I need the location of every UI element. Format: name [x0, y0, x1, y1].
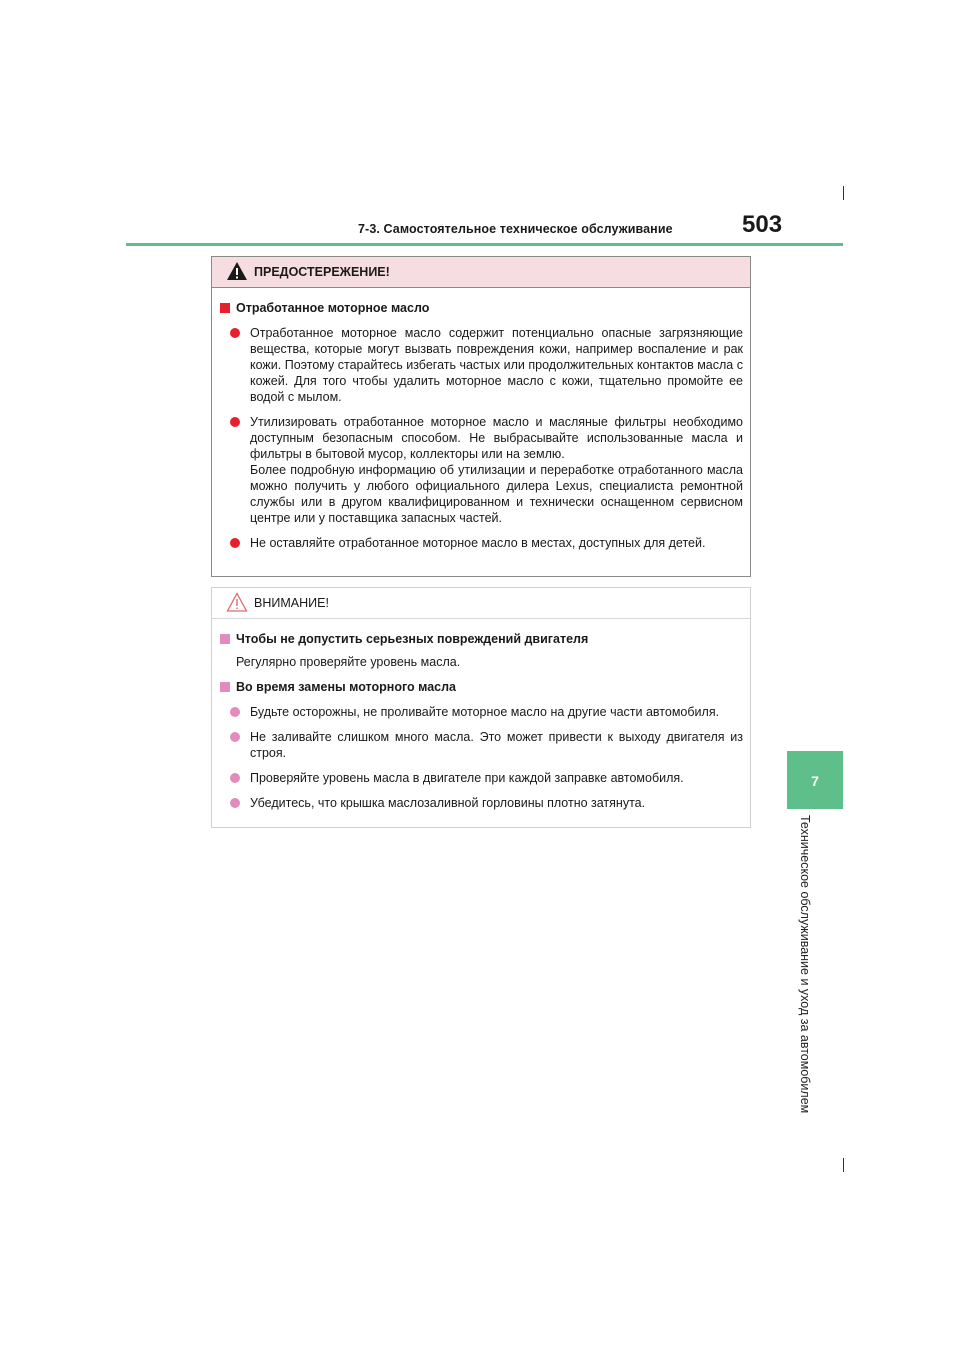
warning-triangle-icon [226, 261, 248, 281]
bullet-dot-icon [230, 538, 240, 548]
bullet-dot-icon [230, 328, 240, 338]
square-bullet-icon [220, 682, 230, 692]
header-rule [126, 243, 843, 246]
caution-section-title [220, 679, 743, 695]
warning-item [228, 414, 743, 526]
caution-section-title [220, 631, 743, 647]
caution-item [228, 795, 743, 811]
warning-item [228, 325, 743, 405]
bullet-dot-icon [230, 732, 240, 742]
bullet-dot-icon [230, 798, 240, 808]
caution-section1-text: Регулярно проверяйте уровень масла. [236, 655, 461, 669]
caution-item-text: Будьте осторожны, не проливайте моторное масло на другие части автомобиля. [250, 705, 720, 719]
caution-item-text: Не заливайте слишком много масла. Это может привести к выходу двигателя из строя. [250, 730, 743, 760]
caution-item-text: Убедитесь, что крышка маслозаливной горловины плотно затянута. [250, 796, 646, 810]
caution-content [212, 619, 750, 811]
caution-box [211, 587, 751, 828]
warning-box [211, 256, 751, 577]
caution-item [228, 770, 743, 786]
caution-item-text: Проверяйте уровень масла в двигателе при каждой заправке автомобиля. [250, 771, 684, 785]
chapter-title-vertical: Техническое обслуживание и уход за автомобилем [798, 815, 812, 1114]
warning-item-text: Не оставляйте отработанное моторное масло в местах, доступных для детей. [250, 536, 706, 550]
chapter-number: 7 [811, 773, 819, 789]
crop-mark-top [843, 186, 844, 200]
caution-triangle-icon [226, 592, 248, 612]
square-bullet-icon [220, 634, 230, 644]
page-number: 503 [742, 211, 783, 238]
warning-item-text: Отработанное моторное масло содержит потенциально опасные загрязняющие вещества, которые могут вызвать повреждения кожи, например воспаление и рак кожи. Поэтому старайтесь избегать частых или продолжительных контактов масла с кожей. Для того чтобы удалить моторное масло с кожи, тщательно промойте ее водой с мылом. [250, 326, 743, 404]
bullet-dot-icon [230, 773, 240, 783]
caution-section1-title-text: Чтобы не допустить серьезных повреждений двигателя [236, 632, 589, 646]
caution-item [228, 729, 743, 761]
caution-heading: ВНИМАНИЕ! [254, 596, 329, 610]
chapter-tab [787, 751, 843, 809]
warning-item-text-continued: Более подробную информацию об утилизации и переработке отработанного масла можно получить у любого официального дилера Lexus, специалиста ремонтной службы или в другом квалифицированном и технически оснащенном сервисном центре или у поставщика запасных частей. [250, 463, 743, 525]
caution-item [228, 704, 743, 720]
section-header-title: 7-3. Самостоятельное техническое обслуживание [358, 222, 673, 236]
caution-section2-title-text: Во время замены моторного масла [236, 680, 457, 694]
warning-item-text: Утилизировать отработанное моторное масло и масляные фильтры необходимо доступным безопасным способом. Не выбрасывайте использованные масла и фильтры в бытовой мусор, коллекторы или на землю. [250, 415, 743, 461]
warning-header [212, 257, 750, 288]
warning-section-title [220, 300, 743, 316]
caution-header [212, 588, 750, 619]
warning-section-title-text: Отработанное моторное масло [236, 301, 430, 315]
warning-item [228, 535, 743, 551]
warning-content [212, 288, 750, 551]
bullet-dot-icon [230, 707, 240, 717]
crop-mark-bottom [843, 1158, 844, 1172]
square-bullet-icon [220, 303, 230, 313]
bullet-dot-icon [230, 417, 240, 427]
warning-heading: ПРЕДОСТЕРЕЖЕНИЕ! [254, 265, 390, 279]
